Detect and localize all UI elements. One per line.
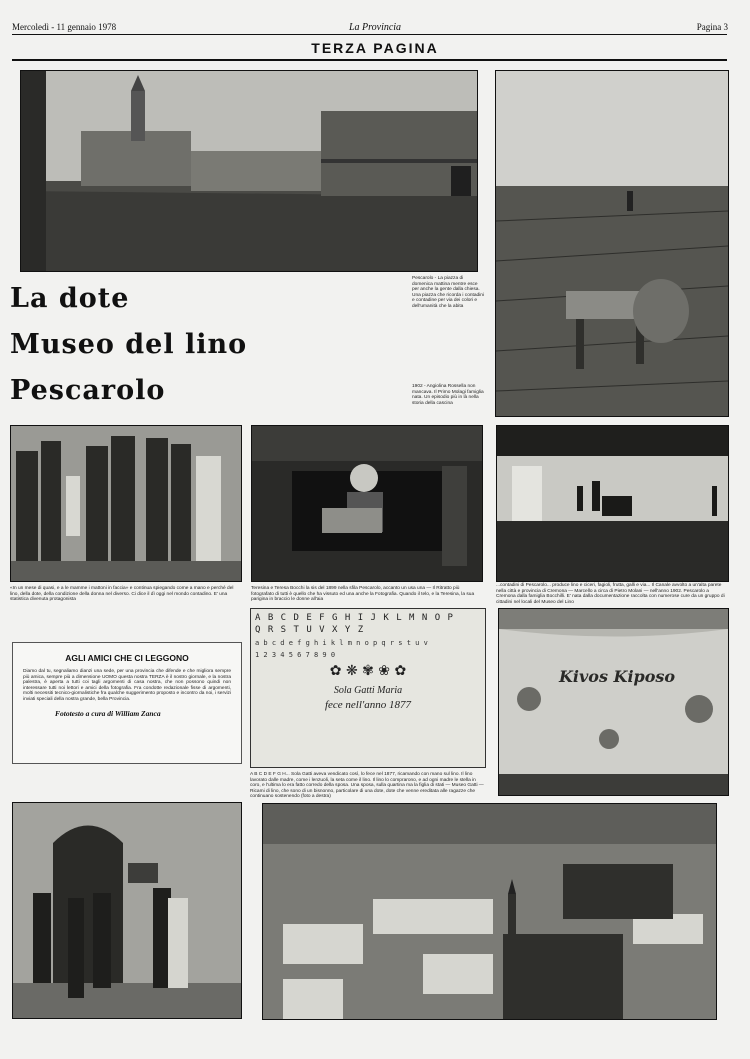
newspaper-name: La Provincia: [348, 22, 402, 33]
sampler-row-2: Q R S T U V X Y Z: [255, 625, 365, 635]
readers-box-title: AGLI AMICI CHE CI LEGGONO: [65, 653, 189, 663]
photo-people-gathering: [10, 425, 242, 582]
headline-line-1: La dote: [10, 283, 130, 314]
masthead-rule: [12, 34, 727, 35]
page-number: Pagina 3: [696, 22, 728, 32]
photo-street-doorway: [12, 802, 242, 1019]
sampler-year: fece nell'anno 1877: [324, 699, 412, 711]
section-rule: [12, 59, 727, 61]
sampler-name: Sola Gatti Maria: [333, 685, 403, 696]
section-title: TERZA PAGINA: [311, 40, 439, 56]
photo-credit: Fototesto a cura di William Zanca: [55, 708, 161, 718]
caption-field: 1902 - Angiolina Rossella non mancava. Il Primo Molagi famiglia nata. Un episodio più in là nella storia della cascina: [412, 384, 484, 406]
readers-box-body: Diamo dal tu, segnaliamo dianzi una sede, per una provincia che difende e che migliora sempre più amica, sempre più a dimensione UOMO questa nostra TERZA è il nostro giornale, e la nostra palestra, è aperta a tutti coi tagli argomenti di casa nostra, che non possono quindi non interessare tutti noi lettori e amici della fotografia. Fra condotte redazionale fisse di argomenti, molti necessiti tecnico-giornalistiche fra qualche suggerimento proposto e incontro da noi, i servizi inviati speciali della nostra grande, bella Provincia.: [23, 669, 231, 702]
caption-woman: Teresina e Teresa Bocchi la sis del 1899 nella sfila Pescarolo, accanto un usa una — Il Ritratto più fotografato di tutti è quello che ha vissuto ed una anche la Fotografia. Quando il telo, e la Teresina, la sua parigina in braccio le donne all'aia: [251, 586, 475, 603]
caption-hall: ...contadini di Pescarolo... produce lino e ciceri, fagioli, frutta, galli e via... Il Canale avvolto a un'alta parete nella città e provincia di Cremona — Marcello a circa di Pietro Molani — nell'anno 1902. Pescarolo a Cremona dalla famiglia Bocchilli. E' nata dalla documentazione raccolta con numerose cure da un gruppo di cittadini nel locali del Museo del Lino: [496, 583, 725, 605]
sampler-motifs: ✿ ❋ ✾ ❀ ✿: [329, 663, 407, 679]
issue-date: Mercoledì - 11 gennaio 1978: [12, 22, 117, 32]
photo-woman-portrait: [251, 425, 483, 582]
caption-people: «In un mese di quasi, e a le mamme i mattoni in faccia» e continua spiegando come a mano e perché del lino, della dote, della condizione della donna nel diverso. Ci dice il dì oggi nel mondo contadino. E' una statistica divenuta protagonista: [10, 586, 234, 603]
photo-embroidered-linen: [498, 608, 729, 796]
photo-field-bench: [495, 70, 729, 417]
sampler-row-1: A B C D E F G H I J K L M N O P: [255, 613, 454, 623]
sampler-row-3: a b c d e f g h i k l m n o p q r s t u v: [255, 639, 428, 647]
embroidery-text: Kivos Kiposo: [559, 667, 676, 686]
readers-box: [12, 642, 242, 764]
sampler-row-4: 1 2 3 4 5 6 7 8 9 0: [255, 651, 336, 659]
photo-aerial-village: [262, 803, 717, 1020]
caption-church-square: Pescarolo - La piazza di domenica mattina mentre esce per anche la gente dalla chiesa. Una piazza che ricorda i contadini e contadine per via dei colori e dell'umanità che la abita: [412, 276, 484, 309]
headline-line-2: Museo del lino: [10, 329, 248, 360]
caption-sampler: A B C D E F G H... Sola Gatti aveva vendicato così, lo fece nel 1877, ricamando con mano sul lino. Il lino lavorato dalle madre, come i lenzuoli, la seta come il lino. Il lino lo comprarono, e ad ogni madre le stella in coro, e l'ultima lo era fatto corredo della sposa. Una sposa, sulla quartina ma la figlia di stati — Museo Gatti — Ricami di lino, che sono di un bisnonno, particolare di una dote, dote che venne ereditata alle ragazze che continuano sostenendo (foto a destra): [250, 772, 484, 800]
headline-line-3: Pescarolo: [10, 375, 166, 406]
photo-embroidered-sampler: [250, 608, 486, 768]
photo-church-square: [20, 70, 478, 272]
photo-museum-hall: [496, 425, 729, 582]
